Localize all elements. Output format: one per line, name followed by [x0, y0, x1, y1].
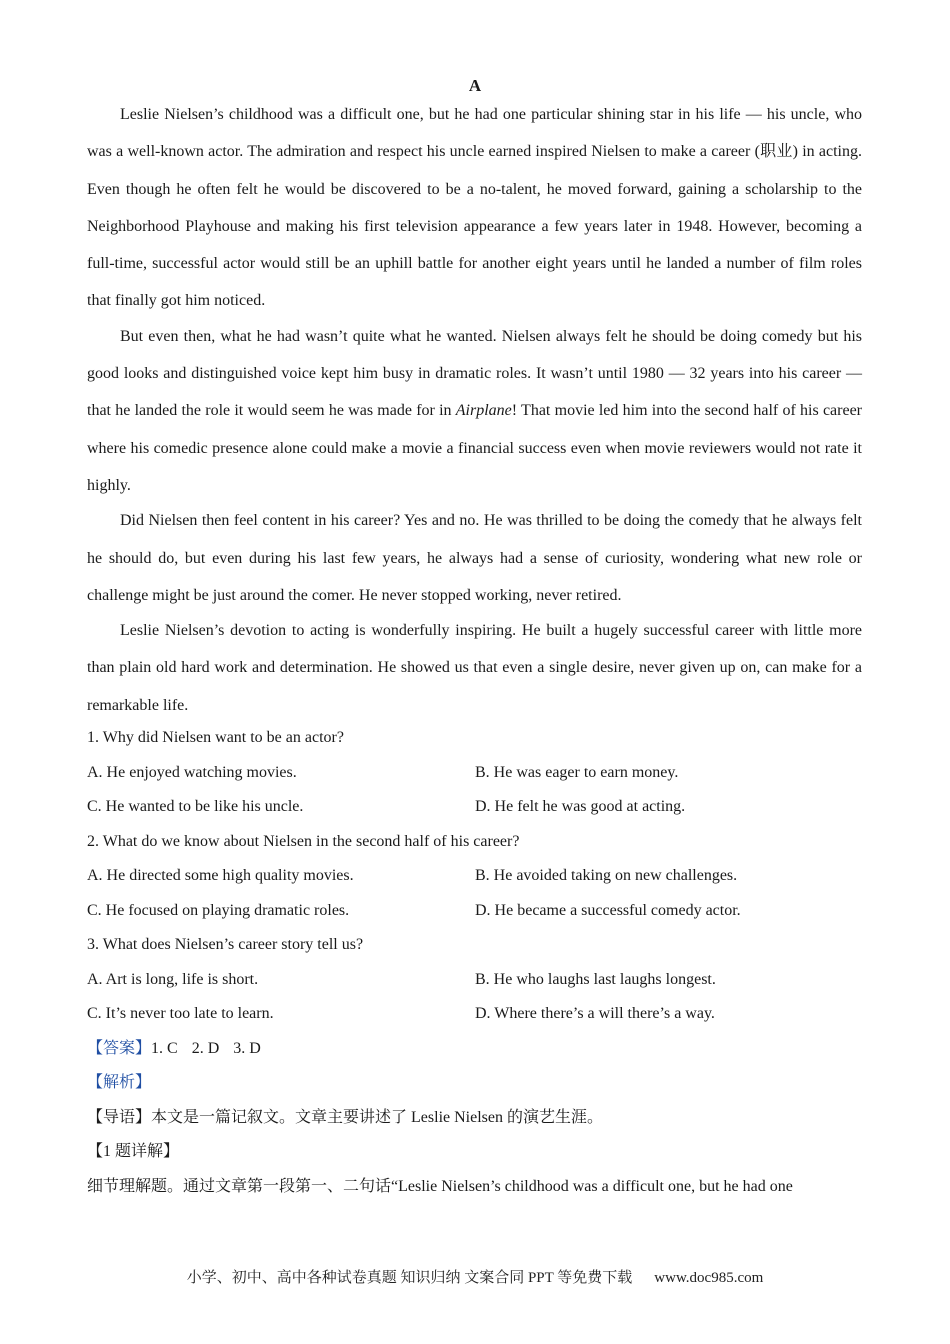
- question-3-option-d: D. Where there’s a will there’s a way.: [475, 1005, 715, 1022]
- question-2-options-row-1: [87, 859, 862, 894]
- answer-item: 3. D: [233, 1039, 261, 1057]
- paragraph-4: Leslie Nielsen’s devotion to acting is wonderfully inspiring. He built a hugely successful career with little more than plain old hard work and determination. He showed us that even a single desire, never given up on, can make for a remarkable life.: [87, 622, 862, 714]
- guide-label: 【导语】: [87, 1108, 152, 1126]
- question-3-options-row-1: [87, 963, 862, 998]
- question-3-option-a: A. Art is long, life is short.: [87, 970, 259, 988]
- question-1-option-c: C. He wanted to be like his uncle.: [87, 798, 304, 815]
- paragraph-1: Leslie Nielsen’s childhood was a difficult one, but he had one particular shining star in his life — his uncle, who was a well-known actor. The admiration and respect his uncle earned inspired Nielsen to make a career (职业) in acting. Even though he often felt he would be discovered to be a no-talent, he moved forward, gaining a scholarship to the Neighborhood Playhouse and making his first television appearance a few years later in 1948. However, becoming a full-time, successful actor would still be an uphill battle for another eight years until he landed a number of film roles that finally got him noticed.: [87, 106, 862, 310]
- answer-item: 1. C: [151, 1039, 178, 1057]
- question-1-option-d: D. He felt he was good at acting.: [475, 798, 686, 815]
- footer-website-link[interactable]: www.doc985.com: [654, 1270, 764, 1286]
- guide-line: [87, 1101, 862, 1136]
- footer-text: 小学、初中、高中各种试卷真题 知识归纳 文案合同 PPT 等免费下载: [186, 1270, 633, 1286]
- detail-1-text: 细节理解题。通过文章第一段第一、二句话“Leslie Nielsen’s childhood was a difficult one, but he had one: [87, 1177, 793, 1195]
- answer-item: 2. D: [191, 1039, 220, 1057]
- detail-1-label: 【1 题详解】: [87, 1143, 180, 1160]
- paragraph-2-text-b: ! That movie led him into the second half of his career where his comedic presence alone could make a movie a financial success even when movie reviewers would not rate it highly.: [87, 402, 863, 494]
- analysis-label: 【解析】: [87, 1074, 152, 1091]
- guide-text: 本文是一篇记叙文。文章主要讲述了 Leslie Nielsen 的演艺生涯。: [151, 1108, 603, 1126]
- question-2-option-a: A. He directed some high quality movies.: [87, 867, 354, 884]
- paragraph-2: [87, 318, 862, 504]
- passage-title: A: [468, 76, 482, 95]
- answer-line: [87, 1032, 862, 1067]
- answer-label: 【答案】: [87, 1039, 152, 1057]
- question-2-option-c: C. He focused on playing dramatic roles.: [87, 901, 350, 919]
- question-1-stem: 1. Why did Nielsen want to be an actor?: [87, 729, 344, 746]
- question-3-option-c: C. It’s never too late to learn.: [87, 1005, 274, 1022]
- questions-section: [87, 721, 862, 1204]
- question-2-option-b: B. He avoided taking on new challenges.: [475, 867, 738, 884]
- question-3-options-row-2: [87, 997, 862, 1032]
- question-1-option-a: A. He enjoyed watching movies.: [87, 763, 297, 781]
- question-1-options-row-1: [87, 756, 862, 791]
- question-1-options-row-2: [87, 790, 862, 825]
- question-2-options-row-2: [87, 894, 862, 929]
- question-3-stem: 3. What does Nielsen’s career story tell us?: [87, 936, 364, 953]
- reading-passage: [87, 96, 862, 722]
- paragraph-2-text-a: But even then, what he had wasn’t quite what he wanted. Nielsen always felt he should be doing comedy but his good looks and distinguished voice kept him busy in dramatic roles. It wasn’t until 1980 — 32 years into his career — that he landed the role it would seem he was made for in: [87, 327, 862, 420]
- paragraph-3: Did Nielsen then feel content in his career? Yes and no. He was thrilled to be doing the comedy that he always felt he should do, but even during his last few years, he always had a sense of curiosity, wondering what new role or challenge might be just around the comer. He never stopped working, never retired.: [87, 512, 862, 604]
- question-3-option-b: B. He who laughs last laughs longest.: [475, 970, 716, 988]
- question-2-stem: 2. What do we know about Nielsen in the second half of his career?: [87, 832, 520, 850]
- page-footer: [0, 1266, 950, 1287]
- movie-title-airplane: Airplane: [455, 402, 512, 420]
- question-1-option-b: B. He was eager to earn money.: [475, 763, 679, 781]
- question-2-option-d: D. He became a successful comedy actor.: [475, 901, 741, 919]
